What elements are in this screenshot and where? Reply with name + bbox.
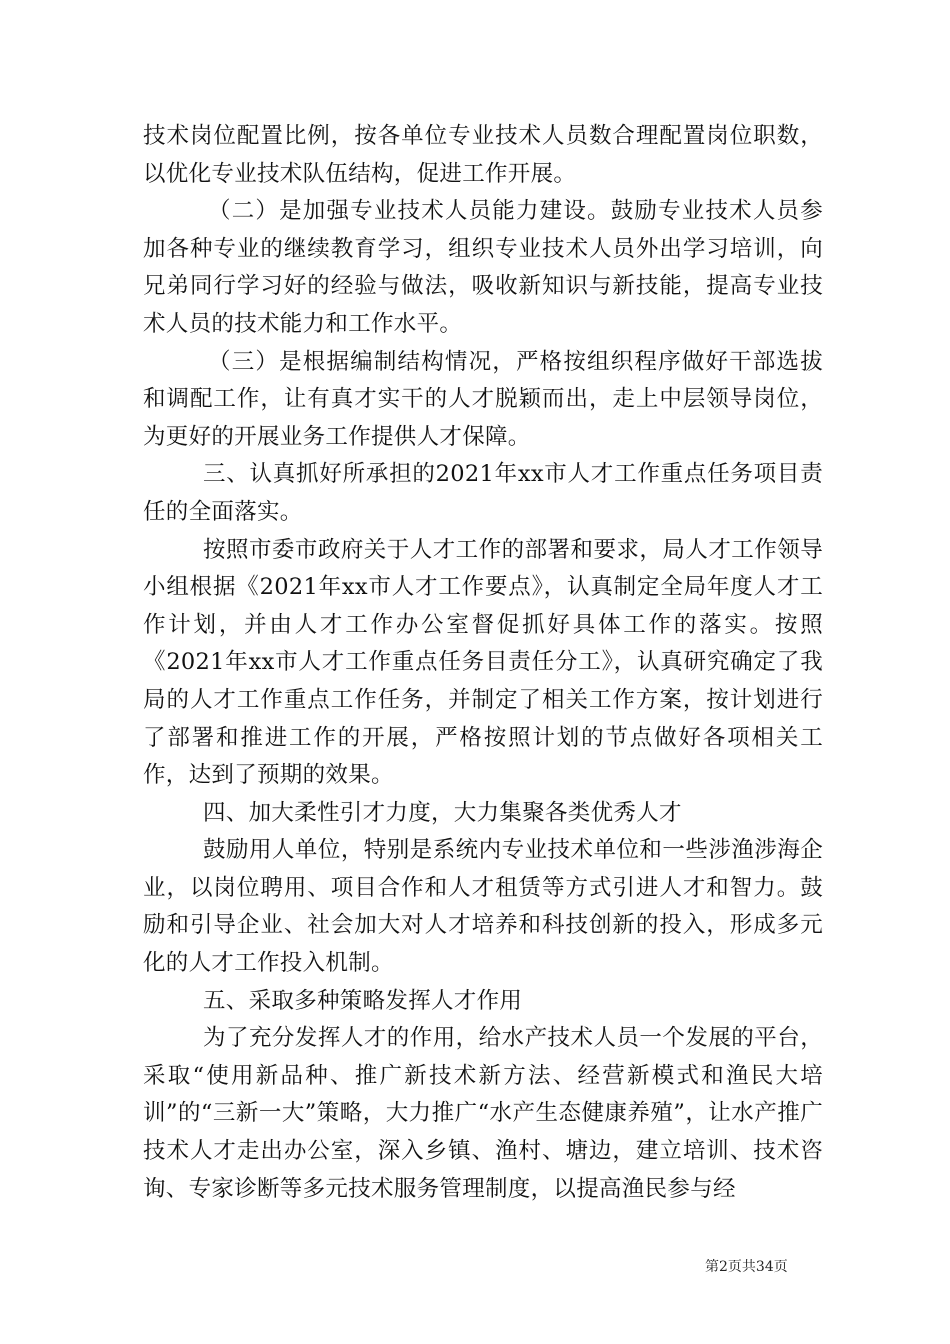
page-number-footer: 第2页共34页 xyxy=(705,1259,788,1275)
section-heading-four: 四、加大柔性引才力度，大力集聚各类优秀人才 xyxy=(203,799,682,826)
paragraph-section-four-body: 鼓励用人单位，特别是系统内专业技术单位和一些涉渔涉海企业，以岗位聘用、项目合作和人才租赁等方式引进人才和智力。鼓励和引导企业、社会加大对人才培养和科技创新的投入，形成多元化的人才工作投入机制。 xyxy=(143,837,823,977)
paragraph-section-five-body: 为了充分发挥人才的作用，给水产技术人员一个发展的平台，采取“使用新品种、推广新技术新方法、经营新模式和渔民大培训”的“三新一大”策略，大力推广“水产生态健康养殖”，让水产推广技术人才走出办公室，深入乡镇、渔村、塘边，建立培训、技术咨询、专家诊断等多元技术服务管理制度，以提高渔民参与经 xyxy=(143,1025,823,1202)
paragraph-continuation: 技术岗位配置比例，按各单位专业技术人员数合理配置岗位职数，以优化专业技术队伍结构，促进工作开展。 xyxy=(143,123,823,187)
section-heading-three: 三、认真抓好所承担的2021年xx市人才工作重点任务项目责任的全面落实。 xyxy=(143,461,823,525)
paragraph-section-three-body: 按照市委市政府关于人才工作的部署和要求，局人才工作领导小组根据《2021年xx市人才工作要点》，认真制定全局年度人才工作计划，并由人才工作办公室督促抓好具体工作的落实。按照《2021年xx市人才工作重点任务目责任分工》，认真研究确定了我局的人才工作重点工作任务，并制定了相关工作方案，按计划进行了部署和推进工作的开展，严格按照计划的节点做好各项相关工作，达到了预期的效果。 xyxy=(143,536,823,789)
document-body xyxy=(143,118,823,1208)
paragraph-item-two: （二）是加强专业技术人员能力建设。鼓励专业技术人员参加各种专业的继续教育学习，组织专业技术人员外出学习培训，向兄弟同行学习好的经验与做法，吸收新知识与新技能，提高专业技术人员的技术能力和工作水平。 xyxy=(143,198,823,337)
section-heading-five: 五、采取多种策略发挥人才作用 xyxy=(203,987,523,1014)
paragraph-item-three: （三）是根据编制结构情况，严格按组织程序做好干部选拔和调配工作，让有真才实干的人才脱颖而出，走上中层领导岗位，为更好的开展业务工作提供人才保障。 xyxy=(143,348,823,450)
